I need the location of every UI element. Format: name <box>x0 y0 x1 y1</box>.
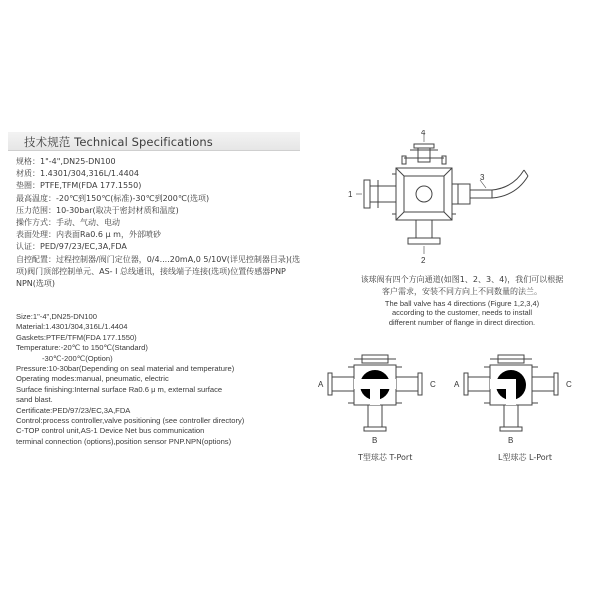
l-port-caption: L型球芯 L-Port <box>498 453 553 462</box>
top-diagram-label: 2 <box>421 256 426 265</box>
spec-cn-line: 垫圈：PTFE,TFM(FDA 177.1550) <box>16 181 142 191</box>
description-cn-line: 客户需求，安装不同方向上不同数量的法兰。 <box>382 286 542 296</box>
spec-en-line: Size:1"-4",DN25-DN100 <box>16 312 97 321</box>
spec-en-line: -30℃-200℃(Option) <box>42 353 113 363</box>
description-chinese <box>322 274 600 297</box>
spec-cn-line: 表面处理：内表面Ra0.6 μ m，外部喷砂 <box>16 230 161 240</box>
spec-en-line: Temperature:-20℃ to 150℃(Standard) <box>16 343 148 353</box>
spec-en-line: sand blast. <box>16 395 53 405</box>
t-port-caption: T型球芯 T-Port <box>358 453 413 462</box>
specs-english <box>16 312 316 447</box>
section-title: 技术规范 Technical Specifications <box>24 135 213 149</box>
spec-en-line: Operating modes:manual, pneumatic, electric <box>16 374 169 384</box>
port-label: A <box>454 380 460 389</box>
top-diagram-label: 1 <box>348 190 353 199</box>
port-label: A <box>318 380 324 389</box>
description-english <box>322 299 600 327</box>
l-port-diagram <box>454 345 584 445</box>
spec-en-line: C-TOP control unit,AS-1 Device Net bus communication <box>16 426 205 436</box>
spec-cn-line: 自控配置：过程控制器/阀门定位器，0/4....20mA,0 5/10V(详见控制器目录)(选项)阀门顶部控制单元、AS- I 总线通讯，接线端子连接(选项)位置传感器PNP NPN(选项) <box>16 254 301 289</box>
spec-en-line: Pressure:10-30bar(Depending on seal material and temperature) <box>16 364 235 374</box>
description-en-line: according to the customer, needs to install <box>391 308 533 318</box>
four-way-valve-diagram <box>348 130 548 265</box>
spec-cn-line: 最高温度：-20℃到150℃(标准)-30℃到200℃(选项) <box>16 193 210 203</box>
spec-en-line: terminal connection (options),position sensor PNP.NPN(options) <box>16 436 232 446</box>
description-en-line: The ball valve has 4 directions (Figure 1,2,3,4) <box>384 299 540 308</box>
spec-en-line: Surface finishing:Internal surface Ra0.6 μ m, external surface <box>16 384 223 394</box>
spec-en-line: Gaskets:PTFE/TFM(FDA 177.1550) <box>16 332 137 342</box>
port-label: C <box>566 380 572 389</box>
t-port-diagram <box>318 345 448 445</box>
spec-cn-line: 规格：1"-4",DN25-DN100 <box>16 157 116 166</box>
description-en-line: different number of flange in direct direction. <box>388 317 536 327</box>
spec-cn-line: 材质：1.4301/304,316L/1.4404 <box>16 169 139 179</box>
spec-en-line: Certificate:PED/97/23/EC,3A,FDA <box>16 405 131 415</box>
top-diagram-label: 4 <box>421 130 426 137</box>
port-label: C <box>430 380 436 389</box>
spec-en-line: Control:process controller,valve positioning (see controller directory) <box>16 416 245 426</box>
port-label: B <box>372 436 378 445</box>
specs-chinese <box>16 156 306 290</box>
top-diagram-label: 3 <box>480 173 485 182</box>
port-label: B <box>508 436 514 445</box>
description-cn-line: 该球阀有四个方向通道(如图1、2、3、4)，我们可以根据 <box>360 275 564 284</box>
spec-cn-line: 认证：PED/97/23/EC,3A,FDA <box>16 242 127 252</box>
spec-en-line: Material:1.4301/304,316L/1.4404 <box>16 322 128 332</box>
spec-cn-line: 操作方式：手动、气动、电动 <box>16 218 120 228</box>
spec-cn-line: 压力范围：10-30bar(取决于密封材质和温度) <box>16 205 179 215</box>
